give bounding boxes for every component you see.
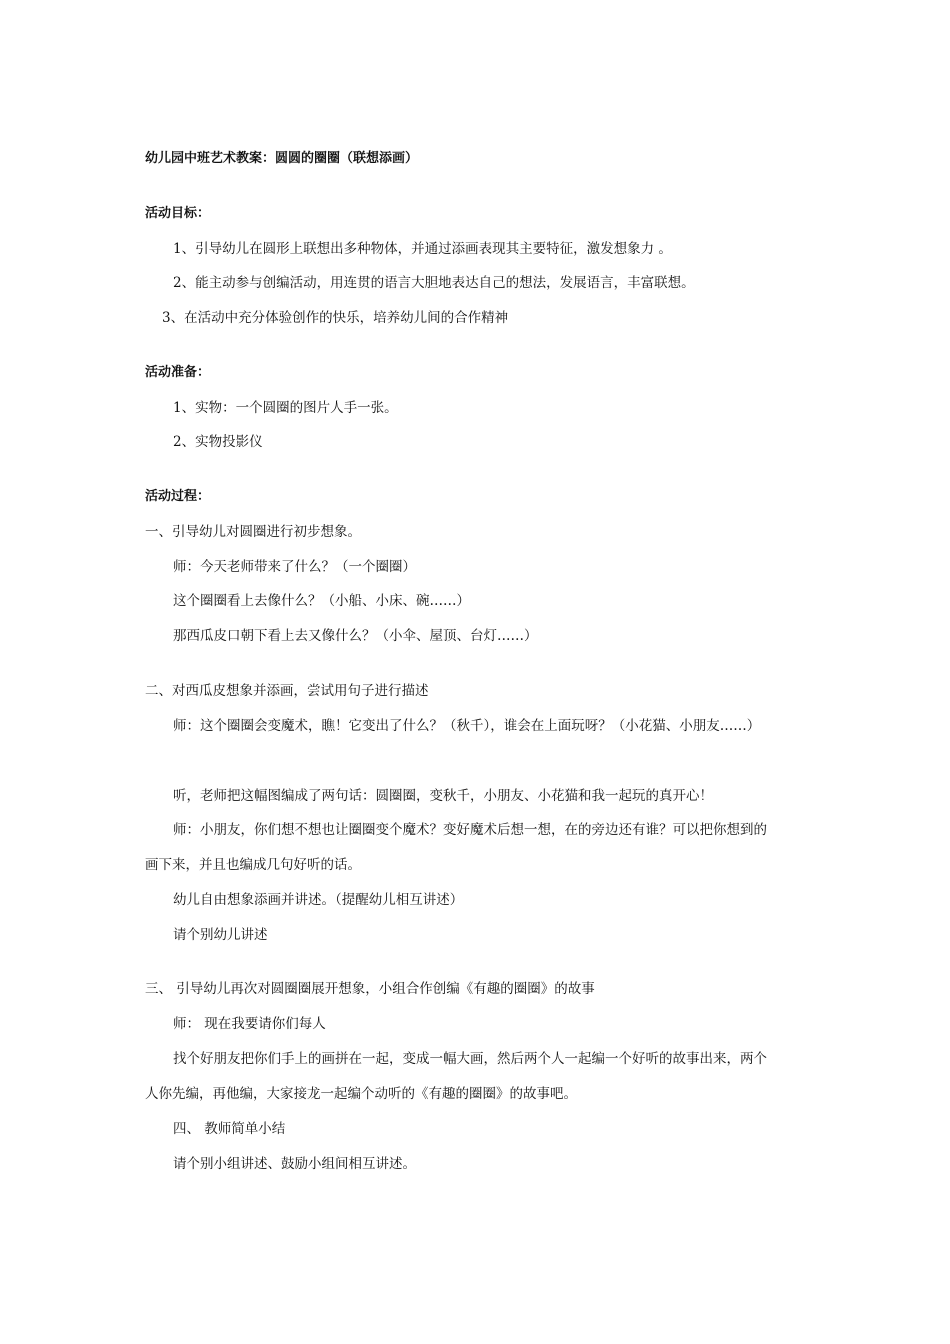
document-title: 幼儿园中班艺术教案：圆圆的圈圈（联想添画） [145,151,419,166]
step3-title: 三、 引导幼儿再次对圆圈圈展开想象，小组合作创编《有趣的圈圈》的故事 [145,981,595,997]
step4-line: 请个别小组讲述、鼓励小组间相互讲述。 [173,1156,416,1172]
step2-line: 师：这个圈圈会变魔术，瞧！它变出了什么？（秋千），谁会在上面玩呀？（小花猫、小朋友……） [173,718,761,734]
step2-line: 师：小朋友，你们想不想也让圈圈变个魔术？变好魔术后想一想，在的旁边还有谁？可以把你想到的 [173,822,767,838]
goals-heading: 活动目标： [145,206,211,221]
prep-item: 1、实物：一个圆圈的图片人手一张。 [173,400,398,416]
step1-line: 这个圈圈看上去像什么？（小船、小床、碗……） [173,593,470,609]
step4-title: 四、 教师简单小结 [173,1121,286,1137]
step3-line: 人你先编，再他编，大家接龙一起编个动听的《有趣的圈圈》的故事吧。 [145,1086,577,1102]
step1-title: 一、引导幼儿对圆圈进行初步想象。 [145,524,361,540]
step3-line: 师： 现在我要请你们每人 [173,1016,326,1032]
process-heading: 活动过程： [145,489,211,504]
goal-item: 3、在活动中充分体验创作的快乐，培养幼儿间的合作精神 [162,310,509,326]
step3-line: 找个好朋友把你们手上的画拼在一起，变成一幅大画，然后两个人一起编一个好听的故事出来，两个 [173,1051,767,1067]
step2-line: 幼儿自由想象添画并讲述。（提醒幼儿相互讲述） [173,892,464,908]
goal-item: 1、引导幼儿在圆形上联想出多种物体，并通过添画表现其主要特征，激发想象力 。 [173,241,672,257]
prep-item: 2、实物投影仪 [173,434,263,450]
goal-item: 2、能主动参与创编活动，用连贯的语言大胆地表达自己的想法，发展语言，丰富联想。 [173,275,695,291]
step2-title: 二、对西瓜皮想象并添画，尝试用句子进行描述 [145,683,429,699]
prep-heading: 活动准备： [145,365,211,380]
step2-line: 画下来，并且也编成几句好听的话。 [145,857,361,873]
step2-line: 请个别幼儿讲述 [173,927,268,943]
step2-line: 听，老师把这幅图编成了两句话：圆圈圈，变秋千，小朋友、小花猫和我一起玩的真开心！ [173,788,713,804]
step1-line: 那西瓜皮口朝下看上去又像什么？（小伞、屋顶、台灯……） [173,628,538,644]
step1-line: 师：今天老师带来了什么？（一个圈圈） [173,559,416,575]
